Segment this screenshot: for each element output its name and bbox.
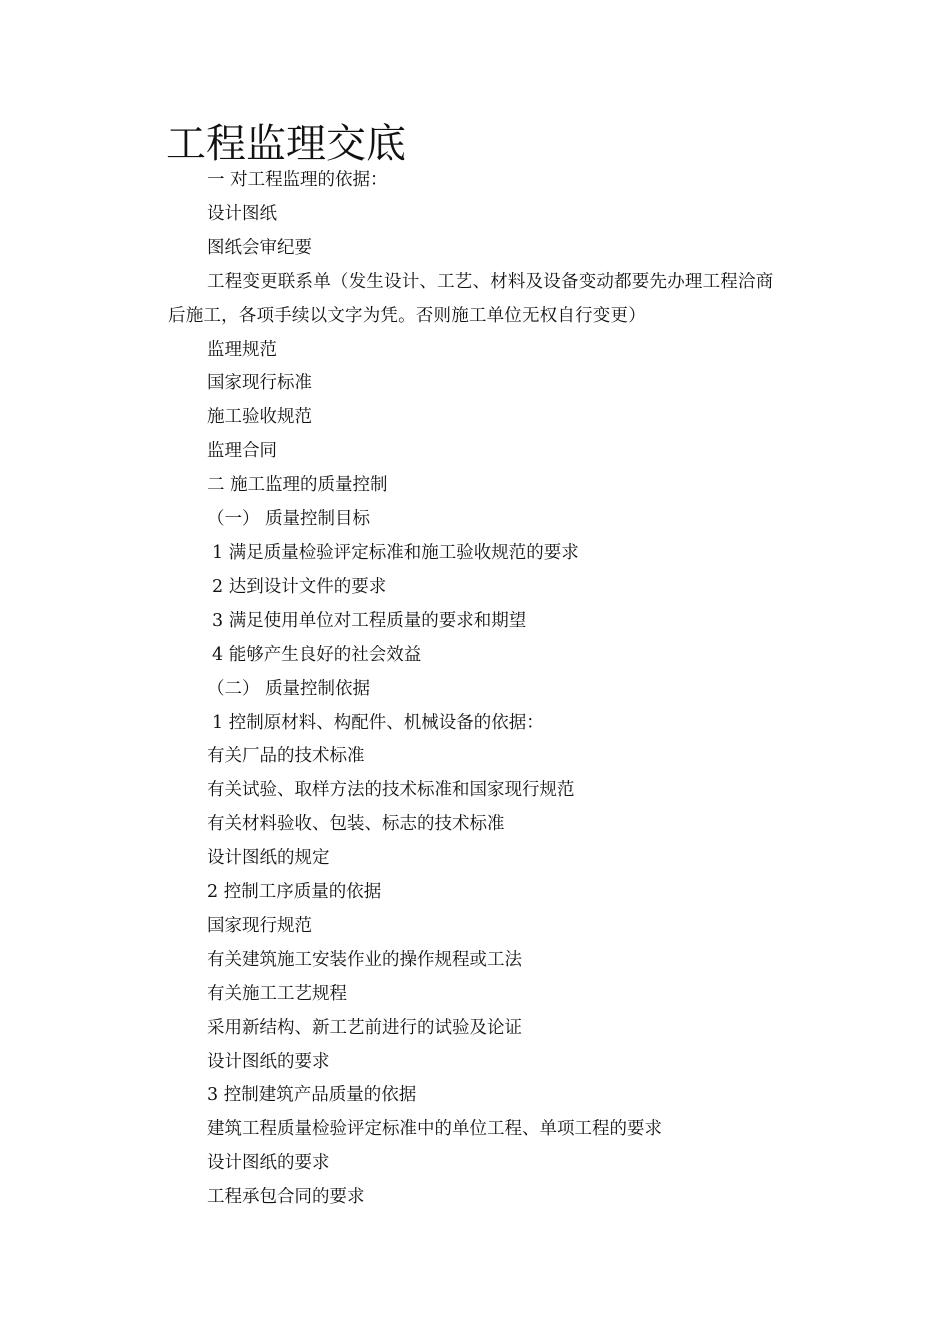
list-item: 设计图纸的要求 (207, 1051, 330, 1072)
section-heading: 一 对工程监理的依据： (207, 170, 388, 190)
list-item: 监理合同 (207, 441, 277, 462)
numbered-item: 3 满足使用单位对工程质量的要求和期望 (212, 610, 527, 631)
numbered-item: 1 控制原材料、构配件、机械设备的依据： (212, 712, 544, 733)
numbered-item: 1 满足质量检验评定标准和施工验收规范的要求 (212, 542, 579, 563)
list-item: 设计图纸 (207, 203, 277, 224)
numbered-item: 2 控制工序质量的依据 (207, 882, 382, 903)
list-item: 有关材料验收、包装、标志的技术标准 (207, 814, 505, 835)
list-item: 建筑工程质量检验评定标准中的单位工程、单项工程的要求 (207, 1119, 662, 1140)
paragraph: 工程变更联系单（发生设计、工艺、材料及设备变动都要先办理工程洽商后施工，各项手续以文字为凭。否则施工单位无权自行变更） (168, 271, 774, 326)
numbered-item: 3 控制建筑产品质量的依据 (207, 1085, 417, 1106)
list-item: 图纸会审纪要 (207, 237, 312, 258)
list-item: 采用新结构、新工艺前进行的试验及论证 (207, 1017, 522, 1038)
subsection-heading: （一） 质量控制目标 (207, 509, 371, 530)
list-item: 工程承包合同的要求 (207, 1187, 365, 1208)
list-item: 有关建筑施工安装作业的操作规程或工法 (207, 949, 522, 970)
list-item: 设计图纸的要求 (207, 1153, 330, 1174)
numbered-item: 4 能够产生良好的社会效益 (212, 644, 422, 665)
section-heading: 二 施工监理的质量控制 (207, 475, 388, 496)
list-item: 监理规范 (207, 339, 277, 360)
numbered-item: 2 达到设计文件的要求 (212, 576, 387, 597)
list-item: 有关施工工艺规程 (207, 983, 347, 1004)
list-item: 国家现行规范 (207, 915, 312, 936)
document-title: 工程监理交底 (166, 121, 406, 167)
subsection-heading: （二） 质量控制依据 (207, 678, 371, 699)
list-item: 施工验收规范 (207, 407, 312, 428)
list-item: 有关试验、取样方法的技术标准和国家现行规范 (207, 780, 575, 801)
list-item: 有关厂品的技术标准 (207, 746, 365, 767)
list-item: 国家现行标准 (207, 373, 312, 394)
list-item: 设计图纸的规定 (207, 848, 330, 869)
document-body (168, 164, 788, 1215)
